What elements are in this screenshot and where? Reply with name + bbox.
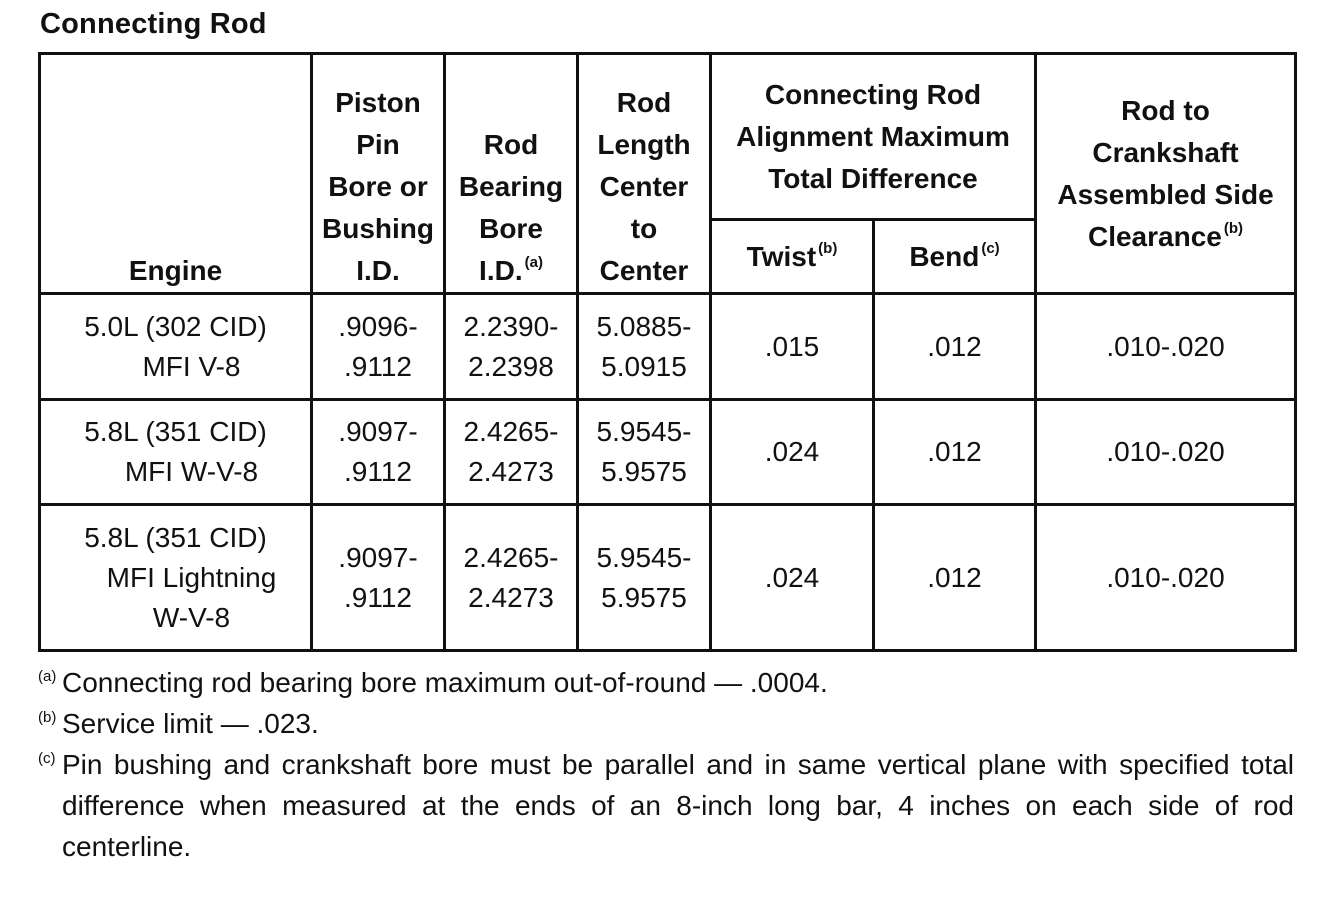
cell-rod-length: [578, 400, 711, 505]
cell-twist: .015: [711, 294, 874, 400]
footnote-mark: (b): [38, 709, 57, 726]
cell-line: 5.0885-: [596, 310, 692, 342]
header-line: Bushing: [322, 213, 434, 244]
page-title: Connecting Rod: [40, 8, 267, 40]
cell-line: 5.9545-: [596, 541, 692, 573]
header-text: Twist: [746, 240, 817, 272]
header-bend: [874, 220, 1036, 294]
footnote-ref-b: (b): [1223, 219, 1244, 237]
header-text: Bend: [909, 240, 980, 272]
cell-line: 2.4273: [468, 456, 554, 487]
cell-line: .9096-: [338, 310, 418, 342]
header-line: Pin: [356, 129, 400, 160]
cell-twist: .024: [711, 505, 874, 651]
cell-line: .9112: [344, 350, 412, 382]
footnotes: [38, 662, 1294, 867]
header-line: Assembled Side: [1057, 178, 1274, 210]
table-row: [40, 505, 1296, 651]
cell-line: MFI Lightning: [106, 561, 277, 593]
cell-bend: .012: [874, 400, 1036, 505]
header-line: Bore or: [328, 171, 428, 202]
header-line: Piston: [335, 87, 421, 118]
cell-line: 5.0915: [601, 350, 687, 382]
cell-line: MFI V-8: [142, 350, 241, 382]
header-engine: Engine: [40, 54, 312, 294]
footnote-ref-c: (c): [981, 239, 1000, 257]
cell-line: W-V-8: [152, 601, 231, 633]
header-line: Rod to: [1121, 94, 1210, 126]
header-line: Rod: [616, 87, 672, 118]
cell-piston-pin: [312, 400, 445, 505]
header-line: Bearing: [458, 171, 564, 202]
header-rod-length: [578, 54, 711, 294]
cell-bend: .012: [874, 505, 1036, 651]
cell-line: 2.4273: [468, 581, 554, 613]
header-line: Total Difference: [768, 162, 978, 194]
footnote-c: [38, 744, 1294, 867]
cell-line: MFI W-V-8: [124, 456, 259, 487]
cell-clearance: .010-.020: [1036, 294, 1296, 400]
header-line: Alignment Maximum: [736, 120, 1010, 152]
header-text: Clearance: [1087, 220, 1222, 252]
header-line: I.D.: [356, 255, 400, 286]
header-piston-pin-bore: [312, 54, 445, 294]
cell-bend: .012: [874, 294, 1036, 400]
cell-line: 2.2390-: [463, 310, 559, 342]
cell-clearance: .010-.020: [1036, 400, 1296, 505]
header-line: Length: [597, 129, 691, 160]
cell-rod-bearing: [445, 505, 578, 651]
footnote-mark: (a): [38, 668, 57, 685]
header-line: Crankshaft: [1092, 136, 1239, 168]
connecting-rod-spec-table: [38, 52, 1297, 652]
header-line: [1037, 216, 1294, 258]
header-twist: [711, 220, 874, 294]
cell-line: .9112: [344, 456, 412, 487]
header-alignment-group: [711, 54, 1036, 220]
cell-line: 5.8L (351 CID): [84, 416, 267, 447]
cell-clearance: .010-.020: [1036, 505, 1296, 651]
header-line: Center: [599, 255, 689, 286]
footnote-mark: (c): [38, 750, 56, 767]
cell-twist: .024: [711, 400, 874, 505]
cell-line: .9097-: [338, 416, 418, 447]
header-line: Bore: [479, 213, 543, 244]
cell-line: 5.8L (351 CID): [84, 521, 267, 553]
cell-line: .9097-: [338, 541, 418, 573]
cell-engine: [40, 400, 312, 505]
cell-line: 2.2398: [468, 350, 554, 382]
header-line: Connecting Rod: [764, 78, 982, 110]
footnote-a: [38, 662, 1294, 703]
table-row: [40, 400, 1296, 505]
cell-line: 5.9575: [601, 456, 687, 487]
cell-engine: [40, 505, 312, 651]
header-line: [446, 250, 576, 292]
cell-line: .9112: [344, 581, 412, 613]
footnote-text: Service limit — .023.: [62, 708, 319, 739]
header-text: I.D.: [479, 255, 523, 286]
footnote-b: [38, 703, 1294, 744]
cell-rod-length: [578, 505, 711, 651]
cell-rod-bearing: [445, 400, 578, 505]
header-line: to: [630, 213, 658, 244]
header-side-clearance: [1036, 54, 1296, 294]
footnote-text: Pin bushing and crankshaft bore must be parallel and in same vertical plane with specified total difference when measured at the ends of an 8-inch long bar, 4 inches on each side of rod centerline.: [62, 749, 1294, 862]
cell-line: 2.4265-: [463, 541, 559, 573]
cell-line: 5.9545-: [596, 416, 692, 447]
header-rod-bearing-bore: [445, 54, 578, 294]
footnote-ref-a: (a): [524, 254, 543, 271]
footnote-ref-b: (b): [818, 239, 838, 257]
header-line: Rod: [483, 129, 539, 160]
footnote-text: Connecting rod bearing bore maximum out-of-round — .0004.: [62, 667, 828, 698]
cell-piston-pin: [312, 294, 445, 400]
cell-rod-length: [578, 294, 711, 400]
cell-line: 5.9575: [601, 581, 687, 613]
cell-piston-pin: [312, 505, 445, 651]
cell-line: 5.0L (302 CID): [84, 310, 267, 342]
cell-engine: [40, 294, 312, 400]
header-line: Center: [599, 171, 689, 202]
cell-line: 2.4265-: [463, 416, 559, 447]
table-row: [40, 294, 1296, 400]
cell-rod-bearing: [445, 294, 578, 400]
